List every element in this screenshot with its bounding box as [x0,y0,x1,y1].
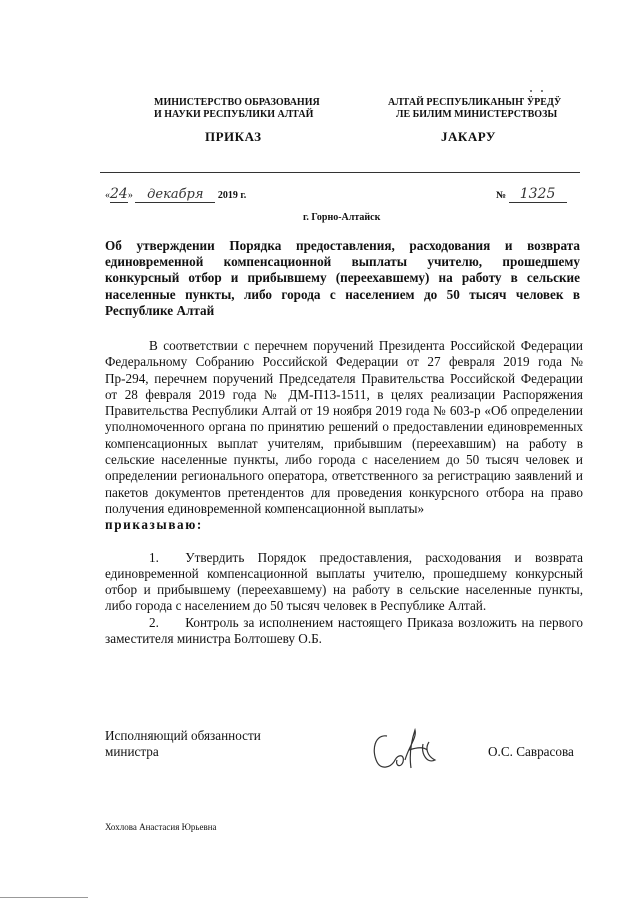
position-line1: Исполняющий обязанности [105,728,261,743]
date-month: декабря [135,187,215,203]
ministry-name-ru [154,97,324,121]
doc-type-ru: ПРИКАЗ [205,129,262,144]
signatory-name: О.С. Саврасова [488,744,574,759]
date-day: 24 [110,186,128,202]
date-year: 2019 г. [217,190,247,201]
footer-rule [0,897,88,898]
order-item-1: 1. Утвердить Порядок предоставления, расходования и возврата единовременной компенсационной выплаты учителю, прошедшему конкурсный отбор и прибывшему (переехавшему) на работу в сельские населенные пункты, либо города с населением до 50 тысяч человек в Республике Алтай. [105,549,583,614]
order-word: приказываю: [105,517,203,533]
ministry-name-alt-line2: ЛЕ БИЛИМ МИНИСТЕРСТВОЗЫ [396,109,558,120]
order-title: Об утверждении Порядка предоставления, расходования и возврата единовременной компенсационной выплаты учителю, прошедшему конкурсный отбор и прибывшему (переехавшему) на работу в сельские населенные пункты, либо города с населением до 50 тысяч человек в Республике Алтай [105,238,580,318]
doc-type-alt: JАКАРУ [441,129,496,144]
order-body [105,338,583,647]
signatory-position [105,728,261,760]
preamble: В соответствии с перечнем поручений Президента Российской Федерации Федеральному Собранию Российской Федерации от 27 февраля 2019 года № Пр-294, перечнем поручений Председателя Правительства Российской Федерации от 28 февраля 2019 года № ДМ-П13-1511, в целях реализации Распоряжения Правительства Республики Алтай от 19 ноября 2019 года № 603-р «Об определении уполномоченного органа по принятию решений о предоставлении единовременных компенсационных выплат учителям, прибывшим (переехавшим) на работу в сельские населенные пункты, либо города с населением до 50 тысяч человек и определении регионального оператора, ответственного за регистрацию заявлений и пакетов документов претендентов для проведения конкурсного отбора на право получения единовременной компенсационной выплаты» [105,338,583,516]
ministry-name-ru-line1: МИНИСТЕРСТВО ОБРАЗОВАНИЯ [154,97,320,108]
position-line2: министра [105,744,159,759]
order-date [105,186,246,203]
handwritten-signature [365,720,440,778]
date-quote-open: « [105,190,110,201]
ministry-name-alt-line1: АЛТАЙ РЕСПУБЛИКАНЫҤ ӰРЕДӰ [388,97,562,108]
header-divider [100,172,580,173]
ministry-name-alt [388,97,568,121]
number-value: 1325 [509,186,567,203]
order-number [496,186,567,203]
ministry-name-ru-line2: И НАУКИ РЕСПУБЛИКИ АЛТАЙ [154,109,314,120]
number-label: № [496,190,507,201]
city: г. Горно-Алтайск [303,212,381,223]
executor-name: Хохлова Анастасия Юрьевна [105,822,217,832]
order-item-2: 2. Контроль за исполнением настоящего Приказа возложить на первого заместителя министра Болтошеву О.Б. [105,614,583,647]
date-quote-close: » [127,190,133,201]
